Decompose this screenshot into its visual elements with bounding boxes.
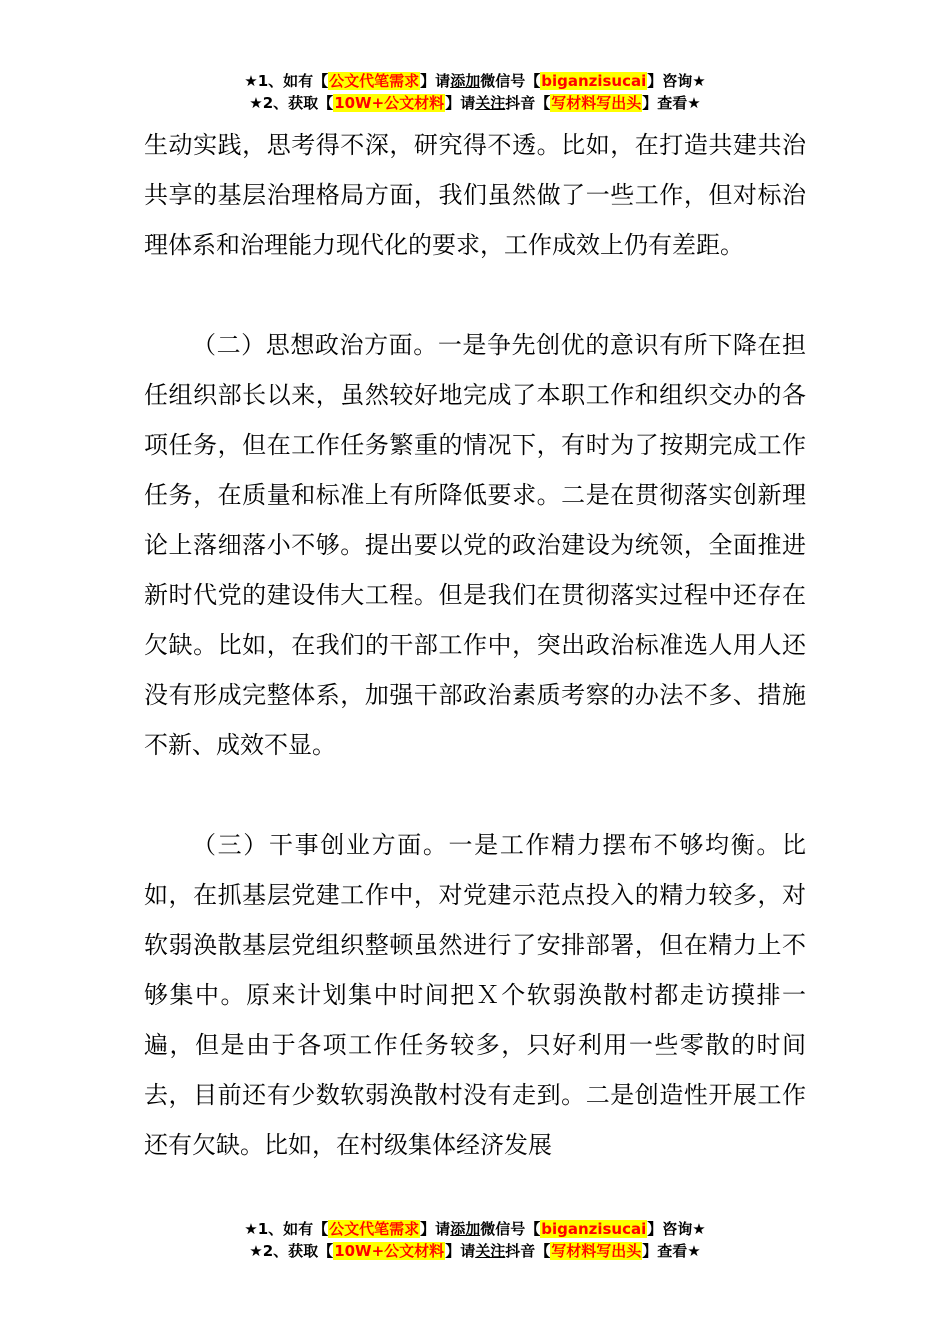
header-highlight-service: 公文代笔需求	[329, 72, 420, 90]
header-underline-add: 添加	[450, 72, 481, 90]
header-line-1	[0, 70, 950, 92]
footer-line-2-text: 】查看★	[642, 1242, 701, 1260]
footer-banner	[0, 1218, 950, 1262]
footer-line-2-text: 抖音【	[505, 1242, 551, 1260]
footer-line-2	[0, 1240, 950, 1262]
footer-line-2-text: 】请	[445, 1242, 476, 1260]
document-body	[144, 120, 806, 1170]
footer-line-1-text: 微信号【	[480, 1220, 541, 1238]
footer-line-1-text: ★1、如有【	[244, 1220, 329, 1238]
header-line-1-text: 】请	[420, 72, 451, 90]
header-line-2-text: 】查看★	[642, 94, 701, 112]
footer-highlight-wechat-id: biganzisucai	[541, 1220, 647, 1238]
header-line-2-text: 】请	[445, 94, 476, 112]
header-underline-follow: 关注	[475, 94, 506, 112]
footer-underline-follow: 关注	[475, 1242, 506, 1260]
footer-line-2-text: ★2、获取【	[249, 1242, 334, 1260]
header-banner	[0, 70, 950, 114]
footer-highlight-douyin: 写材料写出头	[551, 1242, 642, 1260]
header-line-1-text: 】咨询★	[647, 72, 706, 90]
header-highlight-wechat-id: biganzisucai	[541, 72, 647, 90]
header-line-2-text: 抖音【	[505, 94, 551, 112]
footer-highlight-service: 公文代笔需求	[329, 1220, 420, 1238]
paragraph-work: （三）干事创业方面。一是工作精力摆布不够均衡。比如，在抓基层党建工作中，对党建示范点投入的精力较多，对软弱涣散基层党组织整顿虽然进行了安排部署，但在精力上不够集中。原来计划集中时间把Ｘ个软弱涣散村都走访摸排一遍，但是由于各项工作任务较多，只好利用一些零散的时间去，目前还有少数软弱涣散村没有走到。二是创造性开展工作还有欠缺。比如，在村级集体经济发展	[144, 831, 806, 1159]
header-line-2-text: ★2、获取【	[249, 94, 334, 112]
header-line-1-text: 微信号【	[480, 72, 541, 90]
header-line-2	[0, 92, 950, 114]
paragraph-ideology: （二）思想政治方面。一是争先创优的意识有所下降在担任组织部长以来，虽然较好地完成了本职工作和组织交办的各项任务，但在工作任务繁重的情况下，有时为了按期完成工作任务，在质量和标准上有所降低要求。二是在贯彻落实创新理论上落细落小不够。提出要以党的政治建设为统领，全面推进新时代党的建设伟大工程。但是我们在贯彻落实过程中还存在欠缺。比如，在我们的干部工作中，突出政治标准选人用人还没有形成完整体系，加强干部政治素质考察的办法不多、措施不新、成效不显。	[144, 331, 806, 759]
header-highlight-materials: 10W+公文材料	[334, 94, 445, 112]
header-line-1-text: ★1、如有【	[244, 72, 329, 90]
footer-line-1	[0, 1218, 950, 1240]
footer-highlight-materials: 10W+公文材料	[334, 1242, 445, 1260]
footer-line-1-text: 】请	[420, 1220, 451, 1238]
footer-line-1-text: 】咨询★	[647, 1220, 706, 1238]
footer-underline-add: 添加	[450, 1220, 481, 1238]
paragraph-continued: 生动实践，思考得不深，研究得不透。比如，在打造共建共治共享的基层治理格局方面，我们虽然做了一些工作，但对标治理体系和治理能力现代化的要求，工作成效上仍有差距。	[144, 131, 806, 259]
header-highlight-douyin: 写材料写出头	[551, 94, 642, 112]
